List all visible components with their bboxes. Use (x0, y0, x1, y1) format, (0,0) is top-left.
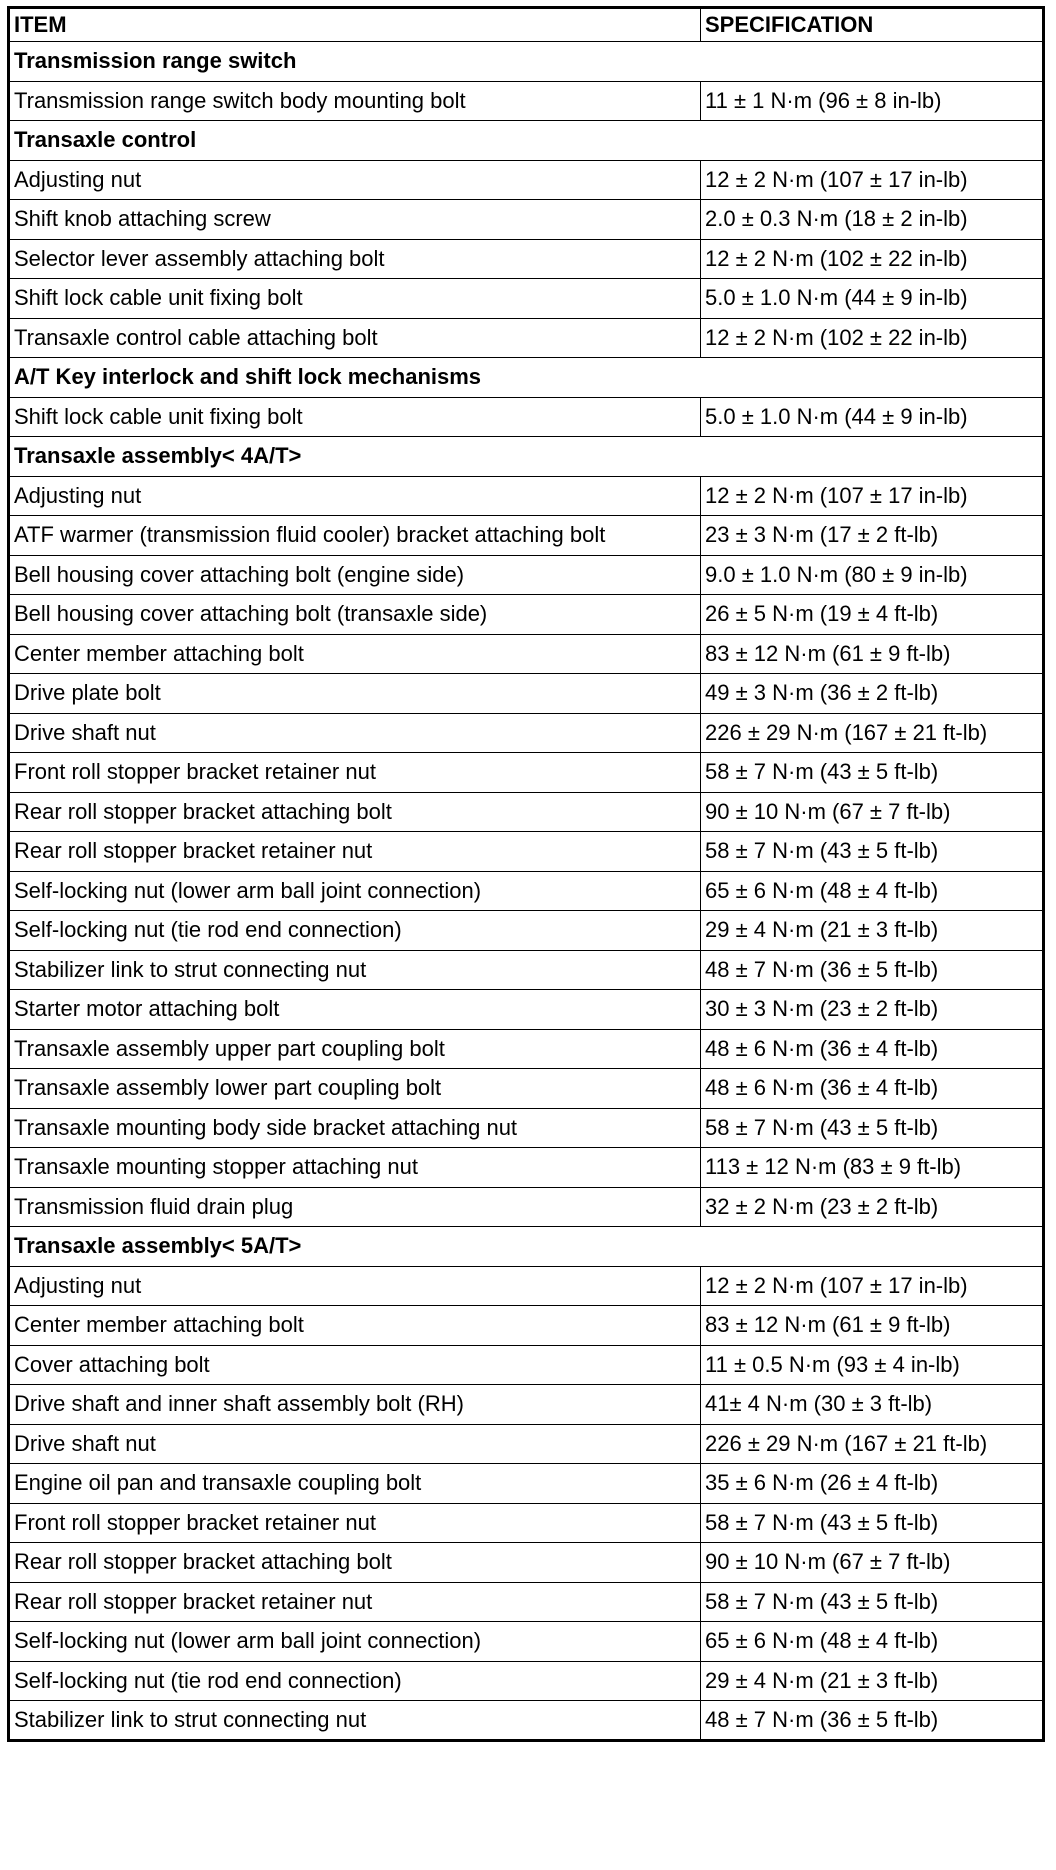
table-row (9, 1622, 1044, 1662)
specification-cell: 5.0 ± 1.0 N·m (44 ± 9 in-lb) (701, 279, 1044, 319)
specification-cell: 48 ± 7 N·m (36 ± 5 ft-lb) (701, 950, 1044, 990)
item-cell: Adjusting nut (9, 476, 701, 516)
item-cell: Shift lock cable unit fixing bolt (9, 279, 701, 319)
specification-cell: 226 ± 29 N·m (167 ± 21 ft-lb) (701, 1424, 1044, 1464)
table-row (9, 279, 1044, 319)
table-row (9, 950, 1044, 990)
table-row (9, 1701, 1044, 1741)
table-row (9, 713, 1044, 753)
specification-cell: 65 ± 6 N·m (48 ± 4 ft-lb) (701, 871, 1044, 911)
item-cell: Rear roll stopper bracket retainer nut (9, 1582, 701, 1622)
item-cell: Starter motor attaching bolt (9, 990, 701, 1030)
section-title: Transaxle assembly< 4A/T> (9, 437, 1044, 477)
table-row (9, 1306, 1044, 1346)
table-row (9, 753, 1044, 793)
table-row (9, 832, 1044, 872)
item-cell: Cover attaching bolt (9, 1345, 701, 1385)
table-row (9, 200, 1044, 240)
section-header-row (9, 1227, 1044, 1267)
table-row (9, 239, 1044, 279)
specification-cell: 12 ± 2 N·m (102 ± 22 in-lb) (701, 239, 1044, 279)
specification-cell: 90 ± 10 N·m (67 ± 7 ft-lb) (701, 1543, 1044, 1583)
item-cell: Drive shaft nut (9, 713, 701, 753)
specification-cell: 30 ± 3 N·m (23 ± 2 ft-lb) (701, 990, 1044, 1030)
specification-cell: 49 ± 3 N·m (36 ± 2 ft-lb) (701, 674, 1044, 714)
specification-cell: 12 ± 2 N·m (107 ± 17 in-lb) (701, 160, 1044, 200)
item-cell: Drive plate bolt (9, 674, 701, 714)
section-header-row (9, 121, 1044, 161)
item-cell: Adjusting nut (9, 1266, 701, 1306)
item-cell: Center member attaching bolt (9, 1306, 701, 1346)
item-cell: Front roll stopper bracket retainer nut (9, 753, 701, 793)
table-row (9, 990, 1044, 1030)
item-cell: Rear roll stopper bracket retainer nut (9, 832, 701, 872)
table-row (9, 595, 1044, 635)
item-cell: Transaxle mounting body side bracket attaching nut (9, 1108, 701, 1148)
item-cell: Transaxle mounting stopper attaching nut (9, 1148, 701, 1188)
item-cell: Adjusting nut (9, 160, 701, 200)
section-title: A/T Key interlock and shift lock mechanisms (9, 358, 1044, 398)
table-row (9, 1424, 1044, 1464)
table-row (9, 674, 1044, 714)
specification-cell: 65 ± 6 N·m (48 ± 4 ft-lb) (701, 1622, 1044, 1662)
specification-column-header: SPECIFICATION (701, 8, 1044, 42)
specification-cell: 35 ± 6 N·m (26 ± 4 ft-lb) (701, 1464, 1044, 1504)
item-cell: Stabilizer link to strut connecting nut (9, 1701, 701, 1741)
specification-cell: 226 ± 29 N·m (167 ± 21 ft-lb) (701, 713, 1044, 753)
specification-cell: 2.0 ± 0.3 N·m (18 ± 2 in-lb) (701, 200, 1044, 240)
item-cell: Self-locking nut (tie rod end connection) (9, 1661, 701, 1701)
specification-cell: 29 ± 4 N·m (21 ± 3 ft-lb) (701, 911, 1044, 951)
specification-cell: 113 ± 12 N·m (83 ± 9 ft-lb) (701, 1148, 1044, 1188)
table-row (9, 1069, 1044, 1109)
specification-cell: 11 ± 0.5 N·m (93 ± 4 in-lb) (701, 1345, 1044, 1385)
table-row (9, 871, 1044, 911)
item-cell: Engine oil pan and transaxle coupling bolt (9, 1464, 701, 1504)
table-row (9, 1029, 1044, 1069)
specification-cell: 58 ± 7 N·m (43 ± 5 ft-lb) (701, 832, 1044, 872)
section-header-row (9, 437, 1044, 477)
item-cell: Center member attaching bolt (9, 634, 701, 674)
specification-cell: 48 ± 7 N·m (36 ± 5 ft-lb) (701, 1701, 1044, 1741)
item-cell: Bell housing cover attaching bolt (engine side) (9, 555, 701, 595)
table-row (9, 634, 1044, 674)
table-row (9, 1345, 1044, 1385)
specification-cell: 12 ± 2 N·m (107 ± 17 in-lb) (701, 476, 1044, 516)
table-row (9, 1148, 1044, 1188)
specification-cell: 26 ± 5 N·m (19 ± 4 ft-lb) (701, 595, 1044, 635)
table-row (9, 792, 1044, 832)
item-cell: Rear roll stopper bracket attaching bolt (9, 1543, 701, 1583)
specification-cell: 58 ± 7 N·m (43 ± 5 ft-lb) (701, 1108, 1044, 1148)
item-cell: Transaxle assembly upper part coupling bolt (9, 1029, 701, 1069)
section-header-row (9, 358, 1044, 398)
item-cell: Shift knob attaching screw (9, 200, 701, 240)
table-row (9, 160, 1044, 200)
table-row (9, 1582, 1044, 1622)
item-cell: Stabilizer link to strut connecting nut (9, 950, 701, 990)
table-row (9, 1187, 1044, 1227)
item-cell: Self-locking nut (tie rod end connection) (9, 911, 701, 951)
specification-cell: 23 ± 3 N·m (17 ± 2 ft-lb) (701, 516, 1044, 556)
table-row (9, 516, 1044, 556)
table-row (9, 476, 1044, 516)
item-cell: ATF warmer (transmission fluid cooler) bracket attaching bolt (9, 516, 701, 556)
specification-cell: 12 ± 2 N·m (102 ± 22 in-lb) (701, 318, 1044, 358)
specification-cell: 58 ± 7 N·m (43 ± 5 ft-lb) (701, 1582, 1044, 1622)
specification-cell: 58 ± 7 N·m (43 ± 5 ft-lb) (701, 753, 1044, 793)
section-title: Transmission range switch (9, 42, 1044, 82)
table-row (9, 1108, 1044, 1148)
table-body (9, 42, 1044, 1741)
specification-cell: 48 ± 6 N·m (36 ± 4 ft-lb) (701, 1029, 1044, 1069)
specification-cell: 83 ± 12 N·m (61 ± 9 ft-lb) (701, 634, 1044, 674)
section-title: Transaxle control (9, 121, 1044, 161)
item-cell: Front roll stopper bracket retainer nut (9, 1503, 701, 1543)
table-row (9, 1661, 1044, 1701)
item-column-header: ITEM (9, 8, 701, 42)
table-row (9, 555, 1044, 595)
table-row (9, 911, 1044, 951)
section-title: Transaxle assembly< 5A/T> (9, 1227, 1044, 1267)
specification-cell: 58 ± 7 N·m (43 ± 5 ft-lb) (701, 1503, 1044, 1543)
item-cell: Shift lock cable unit fixing bolt (9, 397, 701, 437)
table-row (9, 1543, 1044, 1583)
item-cell: Drive shaft nut (9, 1424, 701, 1464)
specification-cell: 29 ± 4 N·m (21 ± 3 ft-lb) (701, 1661, 1044, 1701)
section-header-row (9, 42, 1044, 82)
item-cell: Transaxle assembly lower part coupling bolt (9, 1069, 701, 1109)
table-row (9, 318, 1044, 358)
item-cell: Transaxle control cable attaching bolt (9, 318, 701, 358)
specification-cell: 12 ± 2 N·m (107 ± 17 in-lb) (701, 1266, 1044, 1306)
item-cell: Selector lever assembly attaching bolt (9, 239, 701, 279)
specification-cell: 90 ± 10 N·m (67 ± 7 ft-lb) (701, 792, 1044, 832)
header-row (9, 8, 1044, 42)
table-row (9, 397, 1044, 437)
specification-cell: 5.0 ± 1.0 N·m (44 ± 9 in-lb) (701, 397, 1044, 437)
table-row (9, 1385, 1044, 1425)
item-cell: Self-locking nut (lower arm ball joint connection) (9, 871, 701, 911)
table-row (9, 1464, 1044, 1504)
table-row (9, 1503, 1044, 1543)
table-row (9, 1266, 1044, 1306)
item-cell: Bell housing cover attaching bolt (transaxle side) (9, 595, 701, 635)
specification-cell: 41± 4 N·m (30 ± 3 ft-lb) (701, 1385, 1044, 1425)
torque-spec-table (7, 6, 1045, 1742)
table-row (9, 81, 1044, 121)
specification-cell: 9.0 ± 1.0 N·m (80 ± 9 in-lb) (701, 555, 1044, 595)
specification-cell: 11 ± 1 N·m (96 ± 8 in-lb) (701, 81, 1044, 121)
item-cell: Transmission fluid drain plug (9, 1187, 701, 1227)
item-cell: Drive shaft and inner shaft assembly bolt (RH) (9, 1385, 701, 1425)
item-cell: Rear roll stopper bracket attaching bolt (9, 792, 701, 832)
specification-cell: 48 ± 6 N·m (36 ± 4 ft-lb) (701, 1069, 1044, 1109)
specification-cell: 83 ± 12 N·m (61 ± 9 ft-lb) (701, 1306, 1044, 1346)
item-cell: Self-locking nut (lower arm ball joint connection) (9, 1622, 701, 1662)
item-cell: Transmission range switch body mounting bolt (9, 81, 701, 121)
specification-cell: 32 ± 2 N·m (23 ± 2 ft-lb) (701, 1187, 1044, 1227)
